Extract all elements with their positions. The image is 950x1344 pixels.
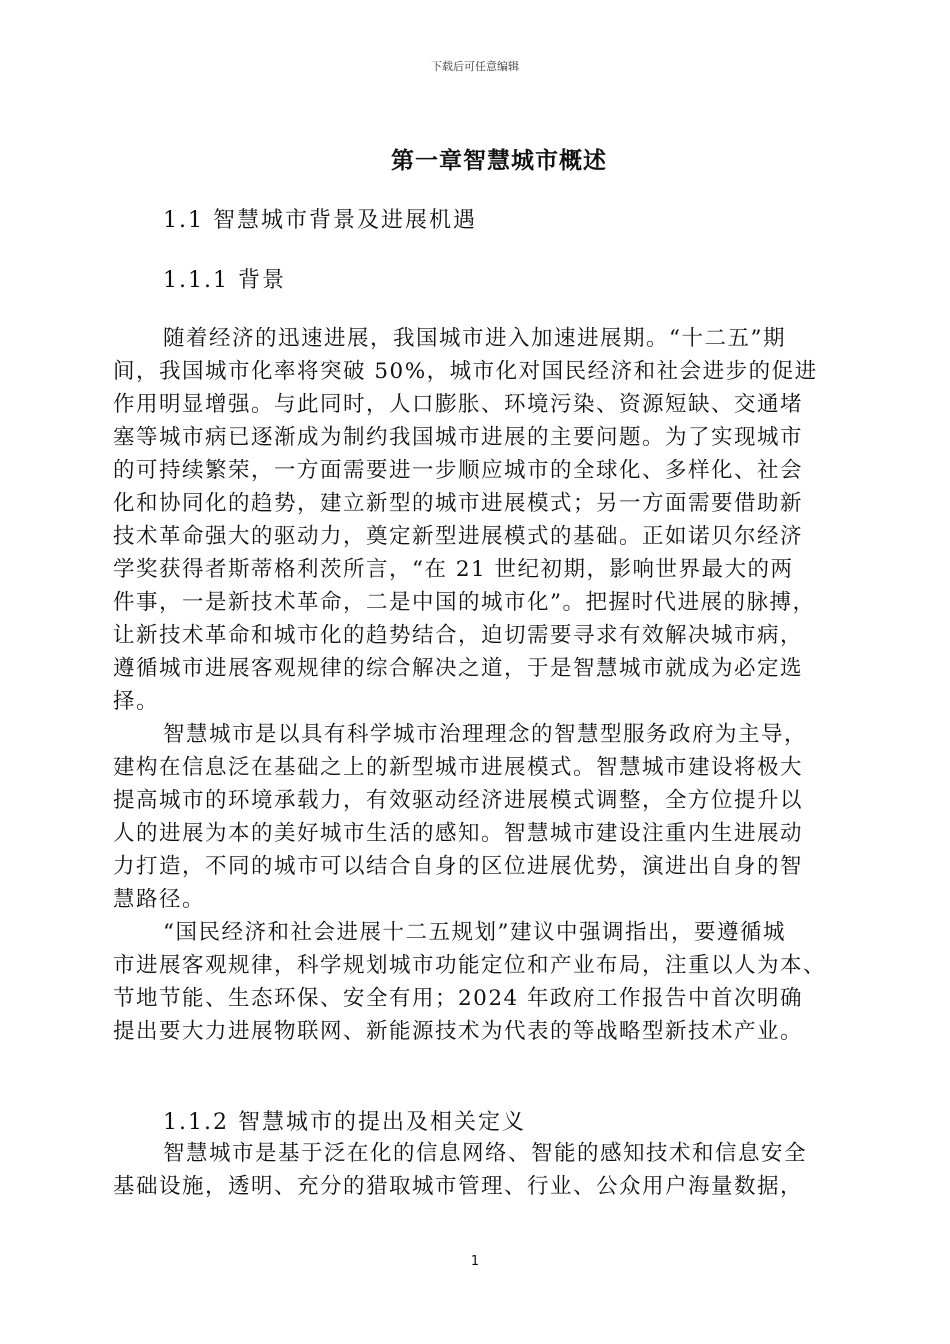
section-heading-1-1: 1.1 智慧城市背景及进展机遇: [163, 208, 477, 233]
text-line: 提出要大力进展物联网、新能源技术为代表的等战略型新技术产业。: [113, 1019, 804, 1044]
text-line: 市进展客观规律，科学规划城市功能定位和产业布局，注重以人为本、: [113, 953, 827, 978]
text-line: 的可持续繁荣，一方面需要进一步顺应城市的全球化、多样化、社会: [113, 458, 804, 483]
text-line: 力打造，不同的城市可以结合自身的区位进展优势，演进出自身的智: [113, 854, 804, 879]
text-line: 塞等城市病已逐渐成为制约我国城市进展的主要问题。为了实现城市: [113, 425, 804, 450]
text-line: 化和协同化的趋势，建立新型的城市进展模式；另一方面需要借助新: [113, 491, 804, 516]
text-line: 让新技术革命和城市化的趋势结合，迫切需要寻求有效解决城市病，: [113, 623, 804, 648]
text-line: 遵循城市进展客观规律的综合解决之道，于是智慧城市就成为必定选: [113, 656, 804, 681]
page-header: 下载后可任意编辑: [431, 60, 519, 73]
text-line: 技术革命强大的驱动力，奠定新型进展模式的基础。正如诺贝尔经济: [113, 524, 804, 549]
text-line: 智慧城市是基于泛在化的信息网络、智能的感知技术和信息安全: [163, 1141, 808, 1166]
text-line: 作用明显增强。与此同时，人口膨胀、环境污染、资源短缺、交通堵: [113, 392, 804, 417]
chapter-title: 第一章智慧城市概述: [391, 147, 607, 174]
text-line: 择。: [113, 689, 160, 714]
text-line: 基础设施，透明、充分的猎取城市管理、行业、公众用户海量数据，: [113, 1174, 804, 1199]
text-line: “国民经济和社会进展十二五规划”建议中强调指出，要遵循城: [163, 920, 786, 945]
text-line: 学奖获得者斯蒂格利茨所言，“在 21 世纪初期，影响世界最大的两: [113, 557, 794, 582]
text-line: 随着经济的迅速进展，我国城市进入加速进展期。“十二五”期: [163, 326, 786, 351]
section-heading-1-1-2: 1.1.2 智慧城市的提出及相关定义: [163, 1110, 526, 1135]
text-line: 智慧城市是以具有科学城市治理理念的智慧型服务政府为主导，: [163, 722, 808, 747]
text-line: 件事，一是新技术革命，二是中国的城市化”。把握时代进展的脉搏，: [113, 590, 816, 615]
text-line: 人的进展为本的美好城市生活的感知。智慧城市建设注重内生进展动: [113, 821, 804, 846]
text-line: 提高城市的环境承载力，有效驱动经济进展模式调整，全方位提升以: [113, 788, 804, 813]
text-line: 建构在信息泛在基础之上的新型城市进展模式。智慧城市建设将极大: [113, 755, 804, 780]
text-line: 节地节能、生态环保、安全有用；2024 年政府工作报告中首次明确: [113, 986, 804, 1011]
text-line: 慧路径。: [113, 887, 206, 912]
text-line: 间，我国城市化率将突破 50%，城市化对国民经济和社会进步的促进: [113, 359, 818, 384]
section-heading-1-1-1: 1.1.1 背景: [163, 268, 286, 293]
paragraph-definition: [113, 1137, 833, 1203]
paragraph-background: [113, 322, 833, 1048]
page-number: 1: [470, 1254, 480, 1269]
